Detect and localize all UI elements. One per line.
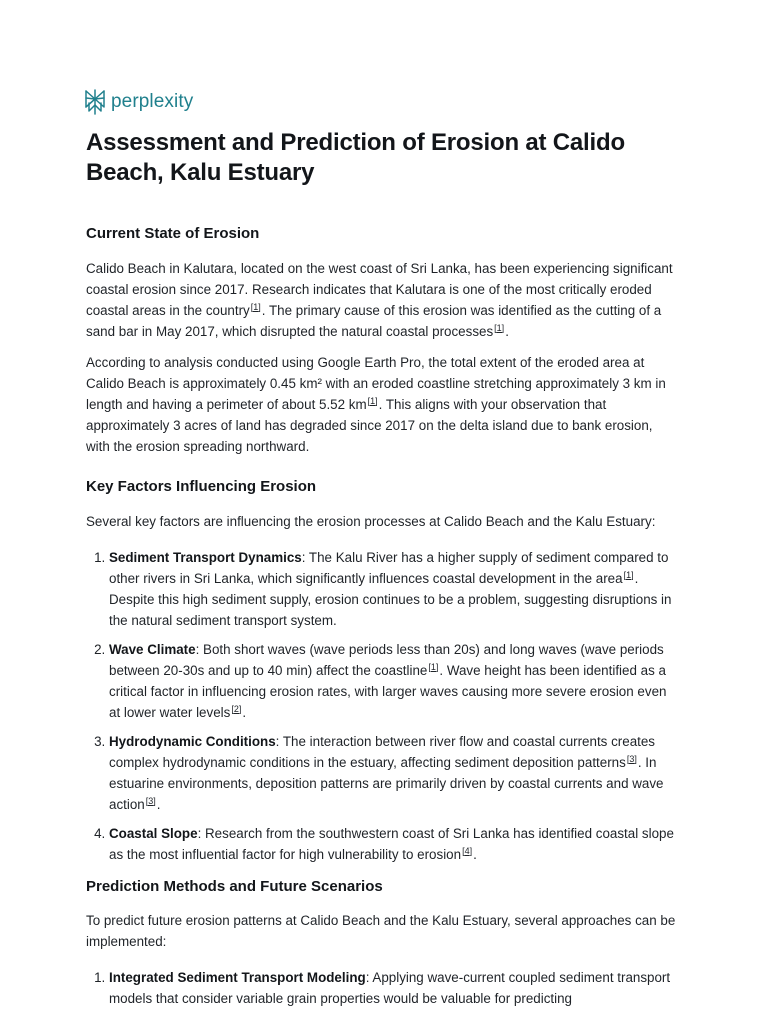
page-title: Assessment and Prediction of Erosion at Calido Beach, Kalu Estuary: [86, 129, 625, 186]
citation-link[interactable]: [1]: [250, 301, 261, 312]
paragraph-prediction-intro: To predict future erosion patterns at Calido Beach and the Kalu Estuary, several approaches can be implemented:: [86, 913, 676, 949]
item-title: Wave Climate: [109, 642, 196, 657]
paragraph-current-2: [86, 352, 680, 457]
text: . This aligns with your observation that approximately 3 acres of land has degraded since 2017 on the delta island due to bank erosion, with the erosion spreading northward.: [86, 397, 653, 454]
text: .: [505, 324, 509, 339]
citation-link[interactable]: [2]: [231, 703, 242, 714]
heading-key-factors: Key Factors Influencing Erosion: [86, 478, 317, 495]
text: : Research from the southwestern coast of Sri Lanka has identified coastal slope as the most influential factor for high vulnerability to erosion: [109, 826, 674, 862]
text: . Despite this high sediment supply, erosion continues to be a problem, suggesting disruptions in the natural sediment transport system.: [109, 571, 672, 628]
list-item: [109, 731, 680, 815]
list-item: [109, 639, 680, 723]
citation-link[interactable]: [3]: [145, 795, 156, 806]
citation-link[interactable]: [1]: [367, 395, 378, 406]
item-title: Hydrodynamic Conditions: [109, 734, 276, 749]
list-item: [109, 823, 680, 865]
prediction-list: [86, 967, 680, 1009]
list-item: [109, 547, 680, 631]
paragraph-factors-intro: Several key factors are influencing the erosion processes at Calido Beach and the Kalu Estuary:: [86, 514, 656, 529]
paragraph-current-1: [86, 258, 680, 342]
citation-link[interactable]: [3]: [626, 753, 637, 764]
perplexity-logo-icon: [84, 89, 106, 115]
text: : Both short waves (wave periods less than 20s) and long waves (wave periods between 20-30s and up to 40 min) affect the coastline: [109, 642, 664, 678]
text: : Applying wave-current coupled sediment transport models that consider variable grain properties would be valuable for predicting: [109, 970, 671, 1006]
citation-link[interactable]: [1]: [494, 322, 505, 333]
text: : The Kalu River has a higher supply of sediment compared to other rivers in Sri Lanka, which significantly influences coastal development in the area: [109, 550, 669, 586]
text: . In estuarine environments, deposition patterns are primarily driven by coastal currents and wave action: [109, 755, 664, 812]
text: .: [156, 797, 161, 812]
item-title: Sediment Transport Dynamics: [109, 550, 302, 565]
list-item: [109, 967, 680, 1009]
heading-current-state: Current State of Erosion: [86, 225, 260, 242]
text: Calido Beach in Kalutara, located on the west coast of Sri Lanka, has been experiencing significant coastal erosion since 2017. Research indicates that Kalutara is one of the most critically eroded coastal areas in the country: [86, 261, 673, 318]
item-title: Coastal Slope: [109, 826, 198, 841]
citation-link[interactable]: [1]: [623, 569, 634, 580]
brand-logo[interactable]: [84, 89, 193, 115]
heading-prediction-methods: Prediction Methods and Future Scenarios: [86, 878, 383, 895]
citation-link[interactable]: [4]: [462, 845, 473, 856]
document-content: [86, 128, 680, 1017]
factors-list: [86, 547, 680, 865]
citation-link[interactable]: [1]: [428, 661, 439, 672]
text: .: [242, 705, 247, 720]
text: .: [473, 847, 477, 862]
text: According to analysis conducted using Google Earth Pro, the total extent of the eroded area at Calido Beach is approximately 0.45 km² with an eroded coastline stretching approximately 3 km in length and having a perimeter of about 5.52 km: [86, 355, 666, 412]
text: . Wave height has been identified as a critical factor in influencing erosion rates, with larger waves causing more severe erosion even at lower water levels: [109, 663, 667, 720]
text: . The primary cause of this erosion was identified as the cutting of a sand bar in May 2017, which disrupted the natural coastal processes: [86, 303, 662, 339]
brand-name: perplexity: [111, 91, 194, 112]
text: : The interaction between river flow and coastal currents creates complex hydrodynamic conditions in the estuary, affecting sediment deposition patterns: [109, 734, 656, 770]
item-title: Integrated Sediment Transport Modeling: [109, 970, 366, 985]
